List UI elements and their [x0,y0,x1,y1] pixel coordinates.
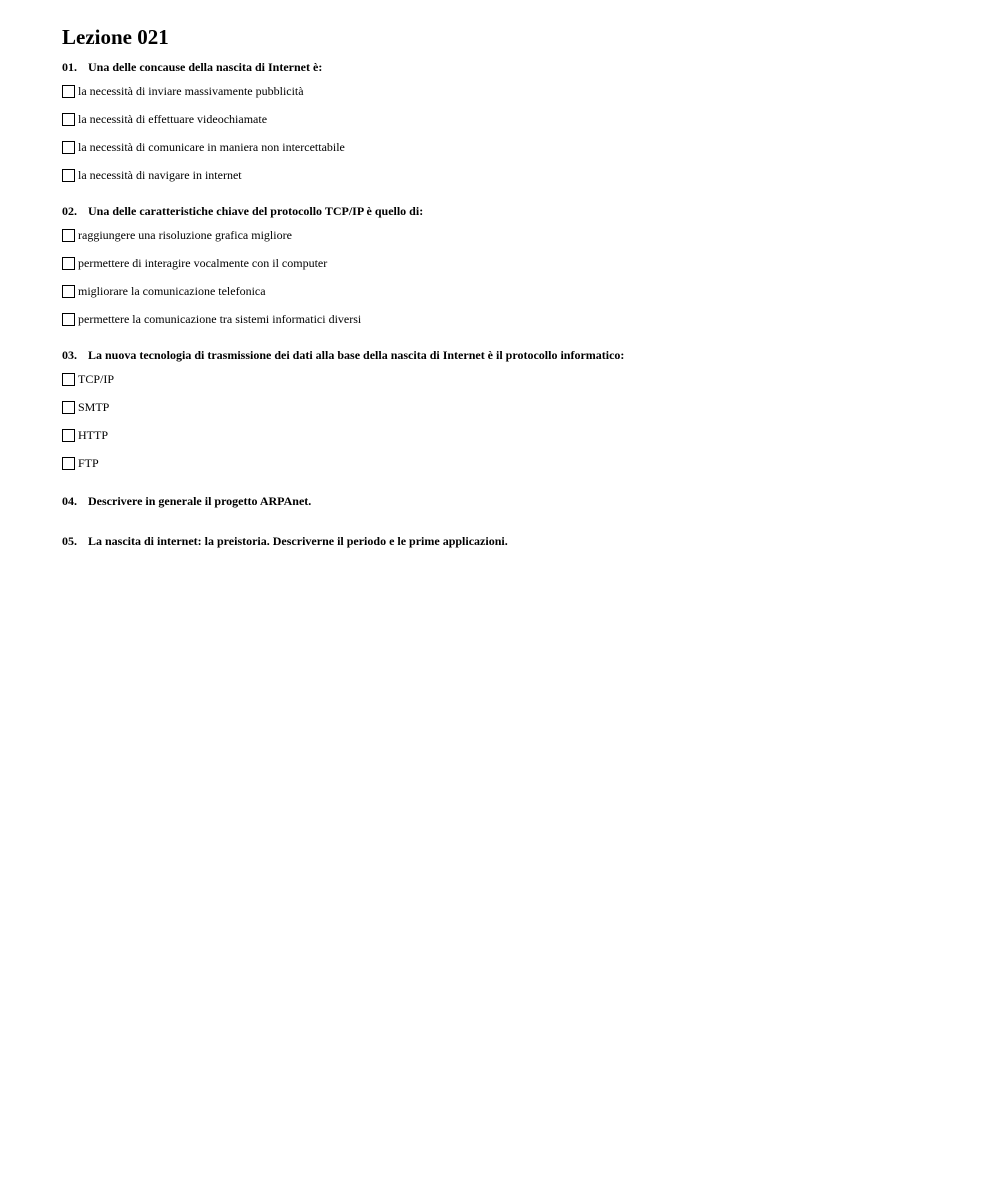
answer-label: HTTP [78,428,108,442]
checkbox[interactable] [62,85,75,98]
answer-options [62,77,962,189]
question-number: 03. [62,348,77,362]
question-prompt: Una delle concause della nascita di Internet è: [88,60,323,74]
question-05 [62,533,962,549]
question-number: 05. [62,534,77,548]
question-04 [62,493,962,509]
question-03 [62,347,962,477]
answer-option[interactable] [62,77,962,105]
question-text [62,493,962,509]
answer-label: raggiungere una risoluzione grafica migliore [78,228,292,242]
answer-options [62,221,962,333]
answer-options [62,365,962,477]
checkbox[interactable] [62,141,75,154]
checkbox[interactable] [62,169,75,182]
answer-option[interactable] [62,365,962,393]
checkbox[interactable] [62,373,75,386]
answer-option[interactable] [62,421,962,449]
question-number: 01. [62,60,77,74]
lesson-title: Lezione 021 [62,25,169,49]
answer-label: permettere di interagire vocalmente con il computer [78,256,328,270]
checkbox[interactable] [62,257,75,270]
question-text [62,59,962,75]
answer-label: FTP [78,456,99,470]
answer-label: permettere la comunicazione tra sistemi informatici diversi [78,312,362,326]
question-text [62,533,962,549]
question-prompt: La nuova tecnologia di trasmissione dei dati alla base della nascita di Internet è il protocollo informatico: [88,348,625,362]
checkbox[interactable] [62,113,75,126]
checkbox[interactable] [62,457,75,470]
question-01 [62,59,962,189]
checkbox[interactable] [62,401,75,414]
checkbox[interactable] [62,285,75,298]
checkbox[interactable] [62,313,75,326]
answer-label: SMTP [78,400,110,414]
question-prompt: Una delle caratteristiche chiave del protocollo TCP/IP è quello di: [88,204,424,218]
question-prompt: Descrivere in generale il progetto ARPAnet. [88,494,312,508]
answer-label: la necessità di effettuare videochiamate [78,112,268,126]
checkbox[interactable] [62,229,75,242]
question-text [62,203,962,219]
document-page [62,24,962,549]
answer-option[interactable] [62,105,962,133]
answer-option[interactable] [62,277,962,305]
answer-option[interactable] [62,221,962,249]
question-prompt: La nascita di internet: la preistoria. Descriverne il periodo e le prime applicazioni. [88,534,508,548]
question-02 [62,203,962,333]
answer-option[interactable] [62,305,962,333]
answer-option[interactable] [62,133,962,161]
answer-option[interactable] [62,393,962,421]
answer-label: migliorare la comunicazione telefonica [78,284,266,298]
answer-label: TCP/IP [78,372,115,386]
answer-label: la necessità di navigare in internet [78,168,242,182]
answer-option[interactable] [62,249,962,277]
question-number: 04. [62,494,77,508]
answer-label: la necessità di comunicare in maniera non intercettabile [78,140,345,154]
answer-option[interactable] [62,161,962,189]
question-text [62,347,962,363]
question-number: 02. [62,204,77,218]
answer-option[interactable] [62,449,962,477]
checkbox[interactable] [62,429,75,442]
answer-label: la necessità di inviare massivamente pubblicità [78,84,304,98]
